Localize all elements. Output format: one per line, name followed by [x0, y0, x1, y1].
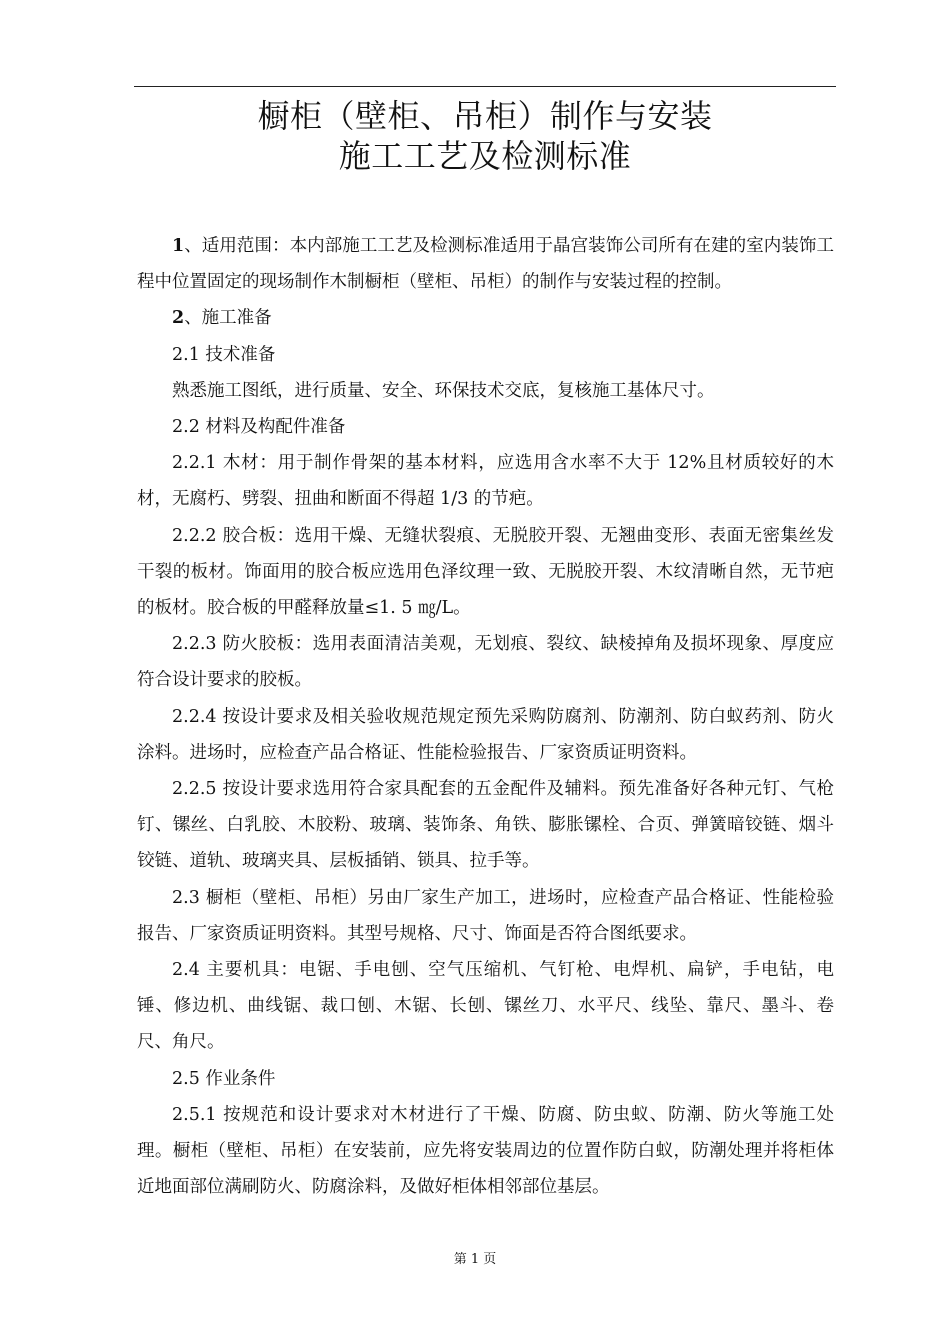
paragraph-preparation: 2、施工准备	[172, 308, 272, 329]
paragraph-2-3: 2.3 橱柜（壁柜、吊柜）另由厂家生产加工，进场时，应检查产品合格证、性能检验报告、厂家资质证明资料。其型号规格、尺寸、饰面是否符合图纸要求。	[137, 887, 834, 944]
paragraph-2-2-5: 2.2.5 按设计要求选用符合家具配套的五金配件及辅料。预先准备好各种元钉、气枪钉、镙丝、白乳胶、木胶粉、玻璃、装饰条、角铁、膨胀镙栓、合页、弹簧暗铰链、烟斗铰链、道轨、玻璃夹具、层板插销、锁具、拉手等。	[137, 779, 834, 872]
page-number: 第 1 页	[453, 1252, 497, 1267]
paragraph-2-2-4: 2.2.4 按设计要求及相关验收规范规定预先采购防腐剂、防潮剂、防白蚁药剂、防火涂料。进场时，应检查产品合格证、性能检验报告、厂家资质证明资料。	[137, 706, 834, 763]
paragraph-scope: 1、适用范围：本内部施工工艺及检测标准适用于晶宫装饰公司所有在建的室内装饰工程中位置固定的现场制作木制橱柜（壁柜、吊柜）的制作与安装过程的控制。	[137, 236, 834, 293]
paragraph-2-1: 2.1 技术准备	[172, 344, 276, 365]
header-rule	[134, 86, 836, 87]
paragraph-2-1-body: 熟悉施工图纸，进行质量、安全、环保技术交底，复核施工基体尺寸。	[172, 380, 715, 401]
paragraph-2-2-3: 2.2.3 防火胶板：选用表面清洁美观，无划痕、裂纹、缺棱掉角及损坏现象、厚度应符合设计要求的胶板。	[137, 634, 834, 691]
paragraph-2-2: 2.2 材料及构配件准备	[172, 417, 346, 438]
paragraph-2-2-2: 2.2.2 胶合板：选用干燥、无缝状裂痕、无脱胶开裂、无翘曲变形、表面无密集丝发干裂的板材。饰面用的胶合板应选用色泽纹理一致、无脱胶开裂、木纹清晰自然，无节疤的板材。胶合板的甲醛释放量≤1. 5 ㎎/L。	[137, 525, 834, 619]
title-line-1: 橱柜（壁柜、吊柜）制作与安装	[257, 97, 713, 135]
paragraph-2-4: 2.4 主要机具：电锯、手电刨、空气压缩机、气钉枪、电焊机、扁铲，手电钻，电锤、修边机、曲线锯、裁口刨、木锯、长刨、镙丝刀、水平尺、线坠、靠尺、墨斗、卷尺、角尺。	[137, 960, 834, 1053]
document-title	[134, 96, 836, 176]
title-line-2: 施工工艺及检测标准	[338, 137, 632, 175]
paragraph-2-5-1: 2.5.1 按规范和设计要求对木材进行了干燥、防腐、防虫蚁、防潮、防火等施工处理。橱柜（壁柜、吊柜）在安装前，应先将安装周边的位置作防白蚁，防潮处理并将柜体近地面部位满刷防火、防腐涂料，及做好柜体相邻部位基层。	[137, 1104, 834, 1198]
paragraph-2-2-1: 2.2.1 木材：用于制作骨架的基本材料，应选用含水率不大于 12%且材质较好的木材，无腐朽、劈裂、扭曲和断面不得超 1/3 的节疤。	[137, 453, 834, 510]
document-body	[137, 228, 834, 1205]
paragraph-2-5: 2.5 作业条件	[172, 1068, 276, 1089]
